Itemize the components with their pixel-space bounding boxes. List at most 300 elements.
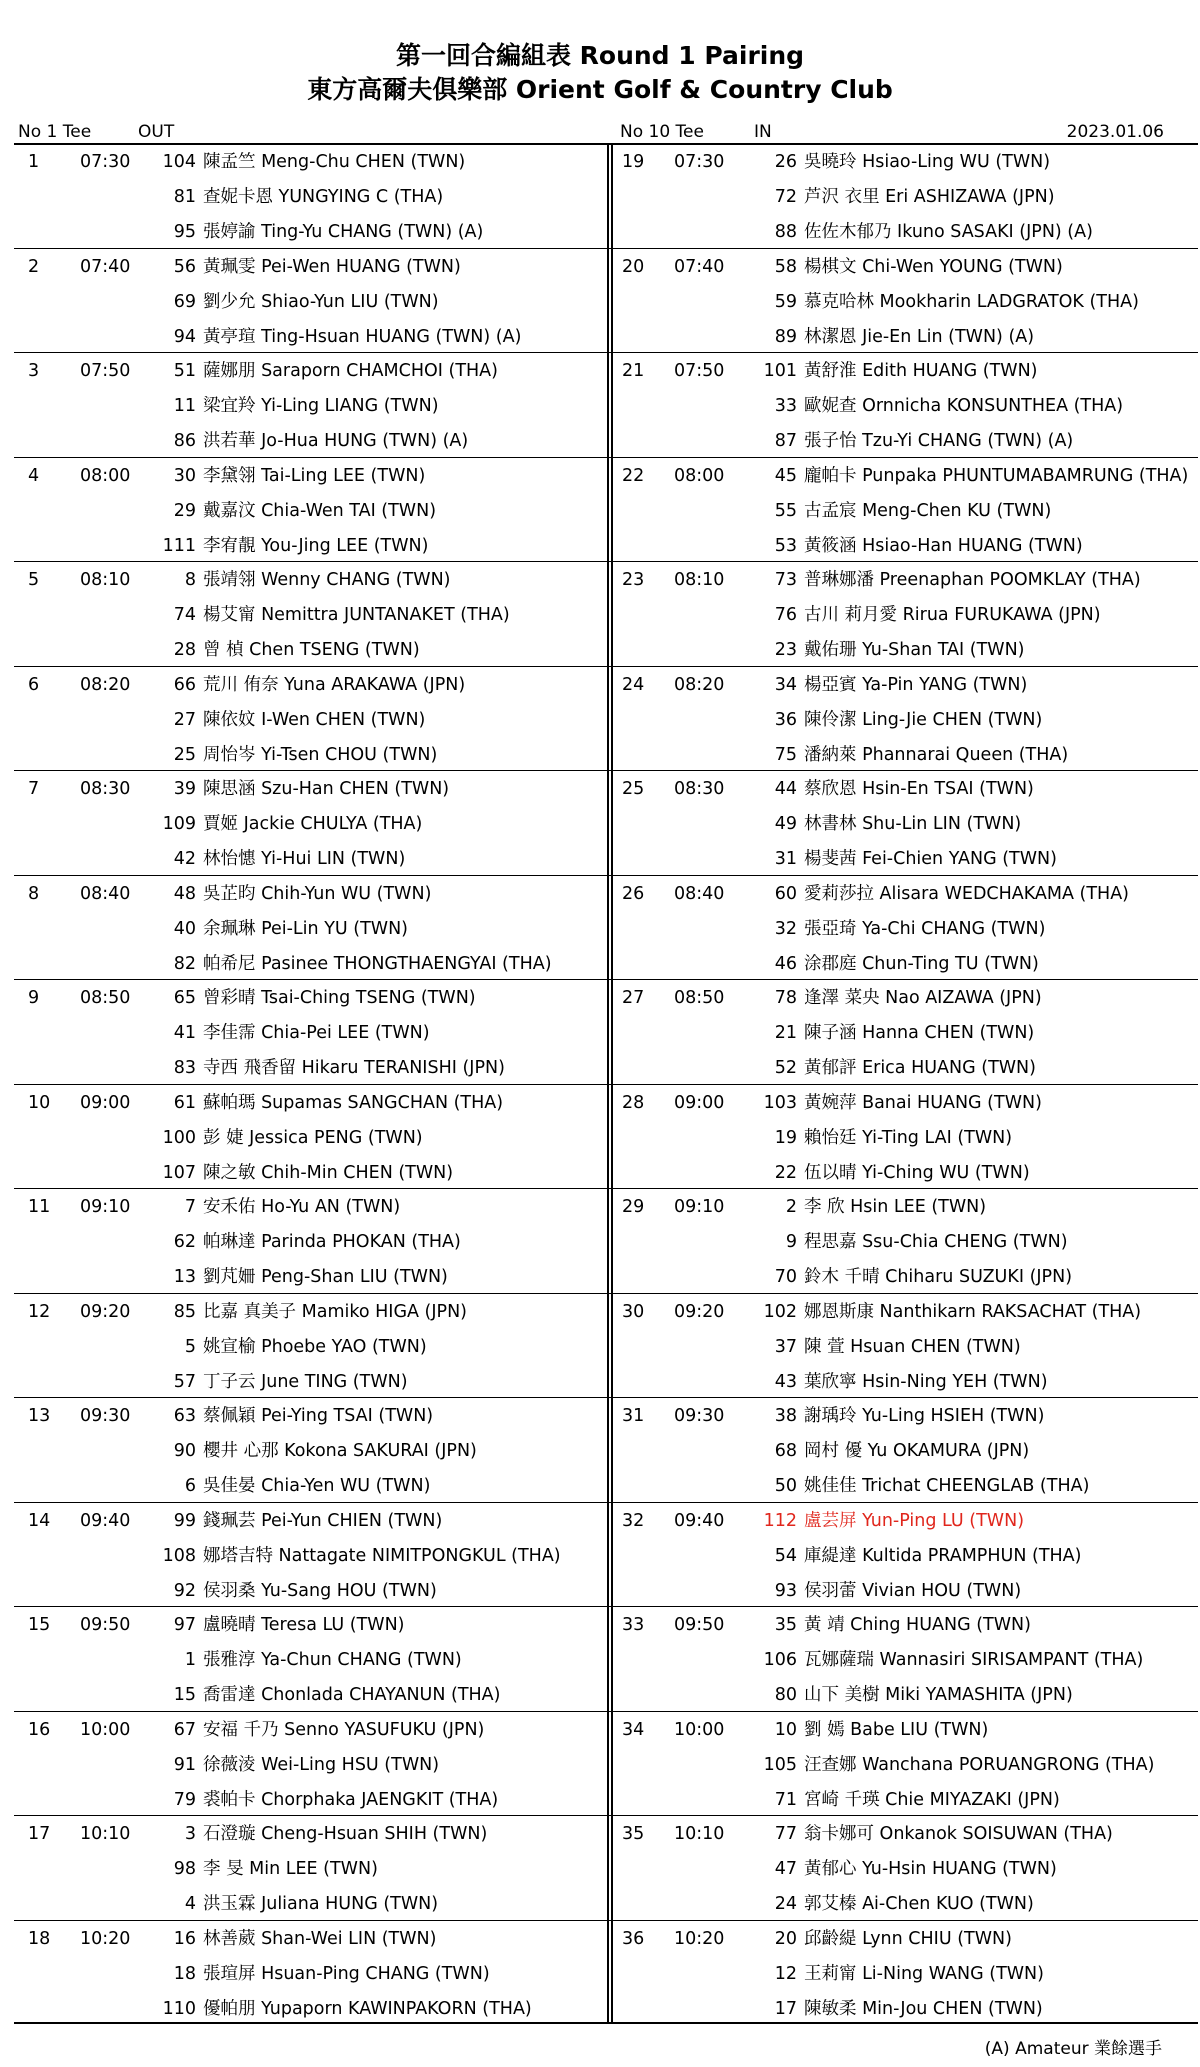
tee-time: 09:40: [674, 1510, 725, 1531]
tee-time: 07:30: [80, 152, 131, 172]
player-name: 賴怡廷 Yi-Ting LAI (TWN): [804, 1127, 1013, 1148]
player-name: 邱齡緹 Lynn CHIU (TWN): [804, 1928, 1012, 1949]
player-name: 林怡憓 Yi-Hui LIN (TWN): [203, 849, 406, 869]
player-number: 91: [173, 1754, 196, 1775]
player-number: 88: [774, 222, 797, 242]
player-number: 92: [173, 1580, 196, 1601]
player-number: 9: [785, 1232, 797, 1252]
player-name: 劉 嫣 Babe LIU (TWN): [804, 1719, 989, 1740]
tee-time: 09:20: [674, 1301, 725, 1322]
player-name: 黃舒淮 Edith HUANG (TWN): [804, 361, 1038, 381]
player-number: 87: [774, 431, 797, 451]
player-name: 張雅淳 Ya-Chun CHANG (TWN): [203, 1650, 462, 1670]
tee-time: 07:40: [674, 256, 725, 277]
player-name: 鈴木 千晴 Chiharu SUZUKI (JPN): [804, 1267, 1073, 1287]
player-number: 85: [173, 1301, 196, 1322]
group-number: 8: [28, 883, 40, 904]
player-name: 侯羽桑 Yu-Sang HOU (TWN): [203, 1580, 437, 1601]
tee-time: 10:10: [80, 1824, 131, 1844]
player-number: 30: [173, 465, 196, 486]
player-number: 18: [173, 1963, 196, 1984]
player-name: 黃亭瑄 Ting-Hsuan HUANG (TWN) (A): [203, 326, 522, 347]
tee-time: 07:30: [674, 152, 725, 172]
group-number: 4: [28, 465, 40, 486]
tee-time: 10:00: [80, 1719, 131, 1740]
player-number: 73: [774, 570, 797, 590]
player-number: 22: [774, 1162, 797, 1183]
player-name: 佐佐木郁乃 Ikuno SASAKI (JPN) (A): [804, 222, 1093, 242]
group-separator: [14, 248, 1198, 249]
player-number: 109: [162, 814, 196, 834]
player-name: 賈姬 Jackie CHULYA (THA): [203, 814, 423, 834]
player-number: 27: [173, 709, 196, 730]
player-number: 26: [774, 152, 797, 172]
player-name: 程思嘉 Ssu-Chia CHENG (TWN): [804, 1232, 1068, 1252]
player-number: 47: [774, 1859, 797, 1879]
player-number: 78: [774, 988, 797, 1008]
tee-time: 09:50: [674, 1615, 725, 1635]
player-name: 李佳霈 Chia-Pei LEE (TWN): [203, 1023, 430, 1043]
group-separator: [14, 457, 1198, 458]
group-number: 13: [28, 1406, 51, 1426]
tee-time: 09:10: [674, 1197, 725, 1217]
player-number: 72: [774, 187, 797, 207]
player-name: 林善葳 Shan-Wei LIN (TWN): [203, 1928, 437, 1949]
player-name: 楊亞賓 Ya-Pin YANG (TWN): [804, 674, 1028, 695]
tee-time: 08:10: [80, 570, 131, 590]
group-number: 29: [622, 1197, 645, 1217]
tee-time: 09:50: [80, 1615, 131, 1635]
player-number: 95: [173, 222, 196, 242]
player-number: 81: [173, 187, 196, 207]
player-number: 106: [763, 1650, 797, 1670]
player-number: 8: [184, 570, 196, 590]
group-number: 6: [28, 674, 40, 695]
group-separator: [14, 770, 1198, 771]
group-separator: [14, 666, 1198, 667]
tee-time: 08:00: [674, 465, 725, 486]
player-number: 12: [774, 1963, 797, 1984]
player-name: 郭艾榛 Ai-Chen KUO (TWN): [804, 1894, 1034, 1914]
player-name: 姚宣榆 Phoebe YAO (TWN): [203, 1336, 427, 1357]
player-name: 周怡岑 Yi-Tsen CHOU (TWN): [203, 744, 438, 765]
amateur-legend: (A) Amateur 業餘選手: [984, 2039, 1162, 2059]
player-name: 安禾佑 Ho-Yu AN (TWN): [203, 1197, 401, 1217]
player-name: 陳子涵 Hanna CHEN (TWN): [804, 1023, 1035, 1043]
player-name: 翁卡娜可 Onkanok SOISUWAN (THA): [804, 1824, 1113, 1844]
group-number: 19: [622, 152, 645, 172]
player-name: 曾 楨 Chen TSENG (TWN): [203, 640, 420, 660]
player-number: 74: [173, 605, 196, 625]
player-name: 裘帕卡 Chorphaka JAENGKIT (THA): [203, 1789, 499, 1810]
tee-time: 08:40: [674, 883, 725, 904]
player-name: 蔡欣恩 Hsin-En TSAI (TWN): [804, 779, 1034, 799]
player-number: 105: [763, 1754, 797, 1775]
tee-time: 09:30: [674, 1406, 725, 1426]
player-name: 古川 莉月愛 Rirua FURUKAWA (JPN): [804, 605, 1101, 625]
player-name: 盧芸屏 Yun-Ping LU (TWN): [804, 1510, 1025, 1531]
player-number: 4: [184, 1894, 196, 1914]
player-number: 89: [774, 326, 797, 347]
player-number: 82: [173, 953, 196, 974]
group-number: 12: [28, 1301, 51, 1322]
player-number: 46: [774, 953, 797, 974]
player-name: 劉芃姍 Peng-Shan LIU (TWN): [203, 1267, 448, 1287]
player-name: 伍以晴 Yi-Ching WU (TWN): [804, 1162, 1030, 1183]
group-separator: [14, 1397, 1198, 1398]
player-number: 23: [774, 640, 797, 660]
tee-time: 08:20: [80, 674, 131, 695]
tee-time: 10:10: [674, 1824, 725, 1844]
player-name: 岡村 優 Yu OKAMURA (JPN): [804, 1441, 1030, 1461]
tee-time: 08:30: [80, 779, 131, 799]
player-name: 安福 千乃 Senno YASUFUKU (JPN): [203, 1719, 485, 1740]
tee-time: 10:00: [674, 1719, 725, 1740]
player-name: 張亞琦 Ya-Chi CHANG (TWN): [804, 918, 1046, 939]
right-tee-label: No 10 Tee: [620, 122, 704, 142]
tee-time: 07:50: [674, 361, 725, 381]
player-name: 黃郁評 Erica HUANG (TWN): [804, 1058, 1036, 1078]
player-name: 黃筱涵 Hsiao-Han HUANG (TWN): [804, 535, 1083, 556]
group-number: 10: [28, 1092, 51, 1113]
player-number: 24: [774, 1894, 797, 1914]
player-number: 48: [173, 883, 196, 904]
group-number: 11: [28, 1197, 51, 1217]
group-number: 2: [28, 256, 40, 277]
player-name: 楊斐茜 Fei-Chien YANG (TWN): [804, 849, 1057, 869]
tee-time: 08:30: [674, 779, 725, 799]
player-number: 33: [774, 396, 797, 416]
tee-time: 09:30: [80, 1406, 131, 1426]
player-number: 86: [173, 431, 196, 451]
player-number: 3: [184, 1824, 196, 1844]
player-name: 帕希尼 Pasinee THONGTHAENGYAI (THA): [203, 953, 552, 974]
group-separator: [14, 1084, 1198, 1085]
player-number: 38: [774, 1406, 797, 1426]
player-name: 慕克哈林 Mookharin LADGRATOK (THA): [804, 291, 1139, 312]
player-number: 19: [774, 1127, 797, 1148]
group-number: 30: [622, 1301, 645, 1322]
group-number: 18: [28, 1928, 51, 1949]
player-name: 李黛翎 Tai-Ling LEE (TWN): [203, 465, 426, 486]
player-number: 94: [173, 326, 196, 347]
player-number: 55: [774, 500, 797, 521]
group-number: 26: [622, 883, 645, 904]
player-number: 104: [162, 152, 196, 172]
player-name: 吳曉玲 Hsiao-Ling WU (TWN): [804, 152, 1051, 172]
player-number: 28: [173, 640, 196, 660]
player-number: 102: [763, 1301, 797, 1322]
player-number: 13: [173, 1267, 196, 1287]
player-name: 愛莉莎拉 Alisara WEDCHAKAMA (THA): [804, 883, 1130, 904]
player-number: 54: [774, 1545, 797, 1566]
player-name: 劉少允 Shiao-Yun LIU (TWN): [203, 291, 439, 312]
player-name: 謝瑀玲 Yu-Ling HSIEH (TWN): [804, 1406, 1045, 1426]
tee-time: 09:00: [674, 1092, 725, 1113]
player-name: 比嘉 真美子 Mamiko HIGA (JPN): [203, 1301, 468, 1322]
player-number: 35: [774, 1615, 797, 1635]
tee-time: 10:20: [674, 1928, 725, 1949]
group-number: 7: [28, 779, 40, 799]
player-number: 90: [173, 1441, 196, 1461]
player-name: 山下 美樹 Miki YAMASHITA (JPN): [804, 1685, 1073, 1705]
player-number: 11: [173, 396, 196, 416]
tee-time: 08:50: [674, 988, 725, 1008]
group-separator: [14, 1815, 1198, 1816]
player-number: 7: [184, 1197, 196, 1217]
player-number: 77: [774, 1824, 797, 1844]
player-name: 張婷諭 Ting-Yu CHANG (TWN) (A): [203, 222, 484, 242]
player-name: 彭 婕 Jessica PENG (TWN): [203, 1127, 423, 1148]
player-name: 張子怡 Tzu-Yi CHANG (TWN) (A): [804, 431, 1074, 451]
player-name: 潘納萊 Phannarai Queen (THA): [804, 744, 1069, 765]
player-number: 50: [774, 1476, 797, 1496]
group-number: 28: [622, 1092, 645, 1113]
player-number: 10: [774, 1719, 797, 1740]
player-name: 吳佳晏 Chia-Yen WU (TWN): [203, 1476, 431, 1496]
player-name: 盧曉晴 Teresa LU (TWN): [203, 1615, 405, 1635]
player-number: 103: [763, 1092, 797, 1113]
player-name: 庫緹達 Kultida PRAMPHUN (THA): [804, 1545, 1082, 1566]
player-number: 65: [173, 988, 196, 1008]
player-number: 36: [774, 709, 797, 730]
group-number: 5: [28, 570, 40, 590]
player-name: 歐妮查 Ornnicha KONSUNTHEA (THA): [804, 396, 1124, 416]
group-number: 17: [28, 1824, 51, 1844]
group-number: 32: [622, 1510, 645, 1531]
player-number: 44: [774, 779, 797, 799]
group-separator: [14, 1606, 1198, 1607]
player-name: 陳依妏 I-Wen CHEN (TWN): [203, 709, 426, 730]
player-number: 52: [774, 1058, 797, 1078]
player-number: 20: [774, 1928, 797, 1949]
player-name: 瓦娜薩瑞 Wannasiri SIRISAMPANT (THA): [804, 1650, 1144, 1670]
player-number: 99: [173, 1510, 196, 1531]
player-number: 5: [184, 1336, 196, 1357]
player-number: 49: [774, 814, 797, 834]
player-name: 洪若華 Jo-Hua HUNG (TWN) (A): [203, 431, 469, 451]
player-name: 龐帕卡 Punpaka PHUNTUMABAMRUNG (THA): [804, 465, 1189, 486]
tee-time: 09:10: [80, 1197, 131, 1217]
player-number: 45: [774, 465, 797, 486]
player-name: 蘇帕瑪 Supamas SANGCHAN (THA): [203, 1092, 504, 1113]
group-separator: [14, 875, 1198, 876]
player-number: 2: [785, 1197, 797, 1217]
player-number: 76: [774, 605, 797, 625]
player-number: 16: [173, 1928, 196, 1949]
player-name: 陳之敏 Chih-Min CHEN (TWN): [203, 1162, 454, 1183]
player-name: 洪玉霖 Juliana HUNG (TWN): [203, 1894, 439, 1914]
tee-time: 08:50: [80, 988, 131, 1008]
player-name: 黃 靖 Ching HUANG (TWN): [804, 1615, 1031, 1635]
header-top-rule: [14, 143, 1198, 145]
player-number: 100: [162, 1127, 196, 1148]
player-name: 蔡佩穎 Pei-Ying TSAI (TWN): [203, 1406, 434, 1426]
player-number: 51: [173, 361, 196, 381]
player-number: 15: [173, 1685, 196, 1705]
group-number: 1: [28, 152, 40, 172]
player-name: 陳伶潔 Ling-Jie CHEN (TWN): [804, 709, 1043, 730]
table-bottom-rule: [14, 2022, 1198, 2024]
player-number: 34: [774, 674, 797, 695]
player-name: 葉欣寧 Hsin-Ning YEH (TWN): [804, 1371, 1048, 1392]
player-number: 59: [774, 291, 797, 312]
player-name: 陳 萱 Hsuan CHEN (TWN): [804, 1336, 1021, 1357]
player-name: 涂郡庭 Chun-Ting TU (TWN): [804, 953, 1039, 974]
player-number: 69: [173, 291, 196, 312]
player-name: 黃珮雯 Pei-Wen HUANG (TWN): [203, 256, 461, 277]
tee-time: 08:10: [674, 570, 725, 590]
player-number: 39: [173, 779, 196, 799]
player-number: 21: [774, 1023, 797, 1043]
group-number: 25: [622, 779, 645, 799]
player-name: 李 旻 Min LEE (TWN): [203, 1859, 378, 1879]
player-name: 查妮卡恩 YUNGYING C (THA): [203, 187, 444, 207]
group-number: 34: [622, 1719, 645, 1740]
group-separator: [14, 1188, 1198, 1189]
player-name: 娜塔吉特 Nattagate NIMITPONGKUL (THA): [203, 1545, 561, 1566]
group-number: 20: [622, 256, 645, 277]
page-title: 第一回合編組表 Round 1 Pairing: [395, 41, 805, 70]
player-name: 喬雷達 Chonlada CHAYANUN (THA): [203, 1685, 501, 1705]
player-number: 31: [774, 849, 797, 869]
page-subtitle: 東方高爾夫俱樂部 Orient Golf & Country Club: [307, 75, 893, 104]
player-name: 李 欣 Hsin LEE (TWN): [804, 1197, 987, 1217]
left-side-label: OUT: [138, 122, 175, 142]
player-name: 古孟宸 Meng-Chen KU (TWN): [804, 500, 1052, 521]
group-number: 16: [28, 1719, 51, 1740]
player-number: 56: [173, 256, 196, 277]
player-number: 41: [173, 1023, 196, 1043]
player-number: 60: [774, 883, 797, 904]
player-number: 80: [774, 1685, 797, 1705]
tee-time: 07:40: [80, 256, 131, 277]
player-number: 32: [774, 918, 797, 939]
player-number: 112: [763, 1510, 797, 1531]
player-name: 優帕朋 Yupaporn KAWINPAKORN (THA): [203, 1998, 532, 2019]
player-name: 逢澤 菜央 Nao AIZAWA (JPN): [804, 988, 1042, 1008]
player-name: 宮崎 千瑛 Chie MIYAZAKI (JPN): [804, 1789, 1060, 1810]
group-number: 22: [622, 465, 645, 486]
player-number: 6: [184, 1476, 196, 1496]
group-separator: [14, 352, 1198, 353]
player-number: 1: [184, 1650, 196, 1670]
player-name: 丁子云 June TING (TWN): [203, 1371, 408, 1392]
player-number: 68: [774, 1441, 797, 1461]
player-number: 61: [173, 1092, 196, 1113]
player-name: 楊棋文 Chi-Wen YOUNG (TWN): [804, 256, 1063, 277]
player-number: 107: [162, 1162, 196, 1183]
player-number: 101: [763, 361, 797, 381]
tee-time: 09:40: [80, 1510, 131, 1531]
player-name: 陳敏柔 Min-Jou CHEN (TWN): [804, 1998, 1043, 2019]
player-name: 侯羽蕾 Vivian HOU (TWN): [804, 1580, 1022, 1601]
player-name: 梁宜羚 Yi-Ling LIANG (TWN): [203, 396, 439, 416]
player-name: 普琳娜潘 Preenaphan POOMKLAY (THA): [804, 570, 1141, 590]
player-number: 67: [173, 1719, 196, 1740]
group-number: 3: [28, 361, 40, 381]
player-name: 余珮琳 Pei-Lin YU (TWN): [203, 918, 409, 939]
player-name: 黃婉萍 Banai HUANG (TWN): [804, 1092, 1042, 1113]
player-name: 櫻井 心那 Kokona SAKURAI (JPN): [203, 1441, 477, 1461]
group-number: 24: [622, 674, 645, 695]
tee-time: 08:00: [80, 465, 131, 486]
group-number: 35: [622, 1824, 645, 1844]
player-name: 林潔恩 Jie-En Lin (TWN) (A): [804, 326, 1035, 347]
player-name: 汪查娜 Wanchana PORUANGRONG (THA): [804, 1754, 1155, 1775]
player-number: 43: [774, 1371, 797, 1392]
right-side-label: IN: [754, 122, 772, 142]
tee-time: 09:20: [80, 1301, 131, 1322]
player-name: 荒川 侑奈 Yuna ARAKAWA (JPN): [203, 674, 466, 695]
player-name: 帕琳達 Parinda PHOKAN (THA): [203, 1232, 461, 1252]
player-number: 97: [173, 1615, 196, 1635]
player-number: 75: [774, 744, 797, 765]
player-name: 曾彩晴 Tsai-Ching TSENG (TWN): [203, 988, 476, 1008]
player-name: 吳芷昀 Chih-Yun WU (TWN): [203, 883, 432, 904]
tee-time: 09:00: [80, 1092, 131, 1113]
player-number: 62: [173, 1232, 196, 1252]
group-number: 9: [28, 988, 40, 1008]
group-number: 31: [622, 1406, 645, 1426]
player-name: 錢珮芸 Pei-Yun CHIEN (TWN): [203, 1510, 443, 1531]
player-name: 石澄璇 Cheng-Hsuan SHIH (TWN): [203, 1824, 488, 1844]
player-number: 29: [173, 500, 196, 521]
group-separator: [14, 1711, 1198, 1712]
player-number: 17: [774, 1998, 797, 2019]
player-name: 寺西 飛香留 Hikaru TERANISHI (JPN): [203, 1058, 505, 1078]
player-number: 108: [162, 1545, 196, 1566]
player-number: 57: [173, 1371, 196, 1392]
player-number: 79: [173, 1789, 196, 1810]
date-label: 2023.01.06: [1066, 122, 1164, 142]
player-number: 70: [774, 1267, 797, 1287]
player-number: 83: [173, 1058, 196, 1078]
player-name: 戴嘉汶 Chia-Wen TAI (TWN): [203, 500, 437, 521]
left-tee-label: No 1 Tee: [18, 122, 92, 142]
player-name: 娜恩斯康 Nanthikarn RAKSACHAT (THA): [804, 1301, 1142, 1322]
group-number: 15: [28, 1615, 51, 1635]
group-separator: [14, 979, 1198, 980]
player-name: 張靖翎 Wenny CHANG (TWN): [203, 570, 451, 590]
player-name: 張瑄屏 Hsuan-Ping CHANG (TWN): [203, 1963, 490, 1984]
player-name: 黃郁心 Yu-Hsin HUANG (TWN): [804, 1859, 1057, 1879]
player-name: 芦沢 衣里 Eri ASHIZAWA (JPN): [804, 187, 1055, 207]
player-number: 66: [173, 674, 196, 695]
player-number: 71: [774, 1789, 797, 1810]
player-number: 58: [774, 256, 797, 277]
player-name: 林書林 Shu-Lin LIN (TWN): [804, 814, 1022, 834]
tee-time: 08:20: [674, 674, 725, 695]
player-name: 戴佑珊 Yu-Shan TAI (TWN): [804, 640, 1025, 660]
player-name: 李宥靚 You-Jing LEE (TWN): [203, 535, 429, 556]
player-number: 110: [162, 1998, 196, 2019]
player-number: 98: [173, 1859, 196, 1879]
player-name: 陳孟竺 Meng-Chu CHEN (TWN): [203, 152, 466, 172]
player-name: 徐薇淩 Wei-Ling HSU (TWN): [203, 1754, 440, 1775]
player-number: 111: [162, 535, 196, 556]
group-number: 36: [622, 1928, 645, 1949]
player-number: 93: [774, 1580, 797, 1601]
player-name: 王莉甯 Li-Ning WANG (TWN): [804, 1963, 1044, 1984]
group-separator: [14, 1920, 1198, 1921]
player-name: 姚佳佳 Trichat CHEENGLAB (THA): [804, 1476, 1090, 1496]
player-number: 53: [774, 535, 797, 556]
tee-time: 10:20: [80, 1928, 131, 1949]
group-number: 33: [622, 1615, 645, 1635]
player-number: 42: [173, 849, 196, 869]
tee-time: 07:50: [80, 361, 131, 381]
